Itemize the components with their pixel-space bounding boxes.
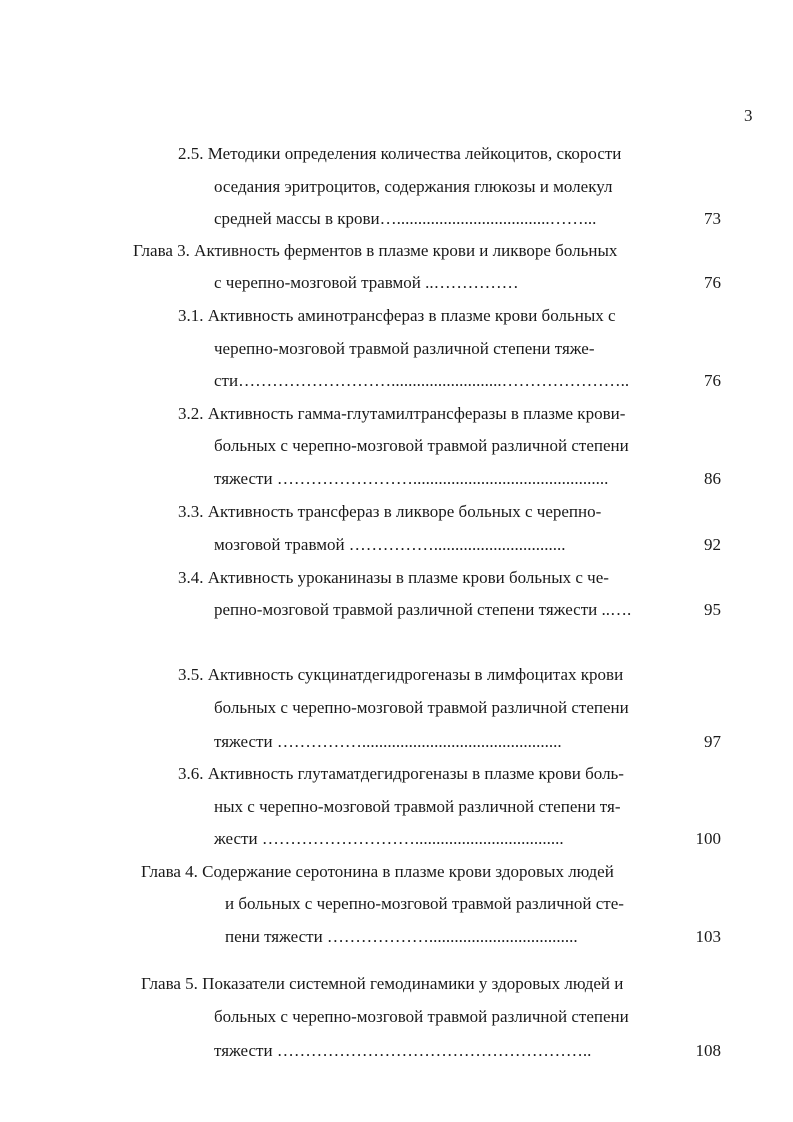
toc-entry-line: средней массы в крови…....................................……... [214,209,597,228]
toc-entry-line: жести ………………………................................... [214,829,564,848]
toc-entry-line: тяжести …………………….............................................. [214,469,609,488]
toc-entry-line: больных с черепно-мозговой травмой различной степени [214,698,629,717]
toc-entry-page: 108 [695,1041,721,1060]
page-number: 3 [744,106,753,125]
toc-entry-line: тяжести ……………………………………………….. [214,1041,592,1060]
toc-entry-line: мозговой травмой ……………............................... [214,535,566,554]
toc-entry-page: 97 [704,732,721,751]
toc-entry-line: тяжести ……………............................................... [214,732,562,751]
toc-entry-line: 3.4. Активность уроканиназы в плазме крови больных с че- [178,568,609,587]
toc-entry-page: 73 [704,209,721,228]
toc-entry-page: 100 [695,829,721,848]
toc-entry-line: 3.3. Активность трансфераз в ликворе больных с черепно- [178,502,602,521]
toc-entry-line: Глава 4. Содержание серотонина в плазме крови здоровых людей [141,862,614,881]
toc-entry-line: оседания эритроцитов, содержания глюкозы и молекул [214,177,613,196]
toc-entry-page: 76 [704,371,721,390]
toc-entry-page: 95 [704,600,721,619]
toc-entry-line: репно-мозговой травмой различной степени тяжести ..…. [214,600,632,619]
toc-entry-line: больных с черепно-мозговой травмой различной степени [214,1007,629,1026]
toc-entry-page: 76 [704,273,721,292]
toc-entry-line: с черепно-мозговой травмой ..…………… [214,273,519,292]
toc-entry-line: Глава 3. Активность ферментов в плазме крови и ликворе больных [133,241,618,260]
toc-entry-line: 3.1. Активность аминотрансфераз в плазме крови больных с [178,306,616,325]
toc-entry-line: Глава 5. Показатели системной гемодинамики у здоровых людей и [141,974,624,993]
toc-entry-line: 2.5. Методики определения количества лейкоцитов, скорости [178,144,622,163]
toc-entry-line: ных с черепно-мозговой травмой различной степени тя- [214,797,621,816]
toc-entry-line: 3.2. Активность гамма-глутамилтрансферазы в плазме крови- [178,404,626,423]
toc-entry-page: 103 [695,927,721,946]
toc-entry-page: 92 [704,535,721,554]
toc-entry-line: 3.5. Активность сукцинатдегидрогеназы в лимфоцитах крови [178,665,624,684]
toc-entry-line: и больных с черепно-мозговой травмой различной сте- [225,894,624,913]
toc-entry-line: пени тяжести ………………................................... [225,927,578,946]
toc-entry-line: 3.6. Активность глутаматдегидрогеназы в плазме крови боль- [178,764,624,783]
toc-entry-line: черепно-мозговой травмой различной степени тяже- [214,339,595,358]
toc-entry-page: 86 [704,469,721,488]
toc-entry-line: сти………………………..........................………………….. [214,371,630,390]
toc-entry-line: больных с черепно-мозговой травмой различной степени [214,436,629,455]
